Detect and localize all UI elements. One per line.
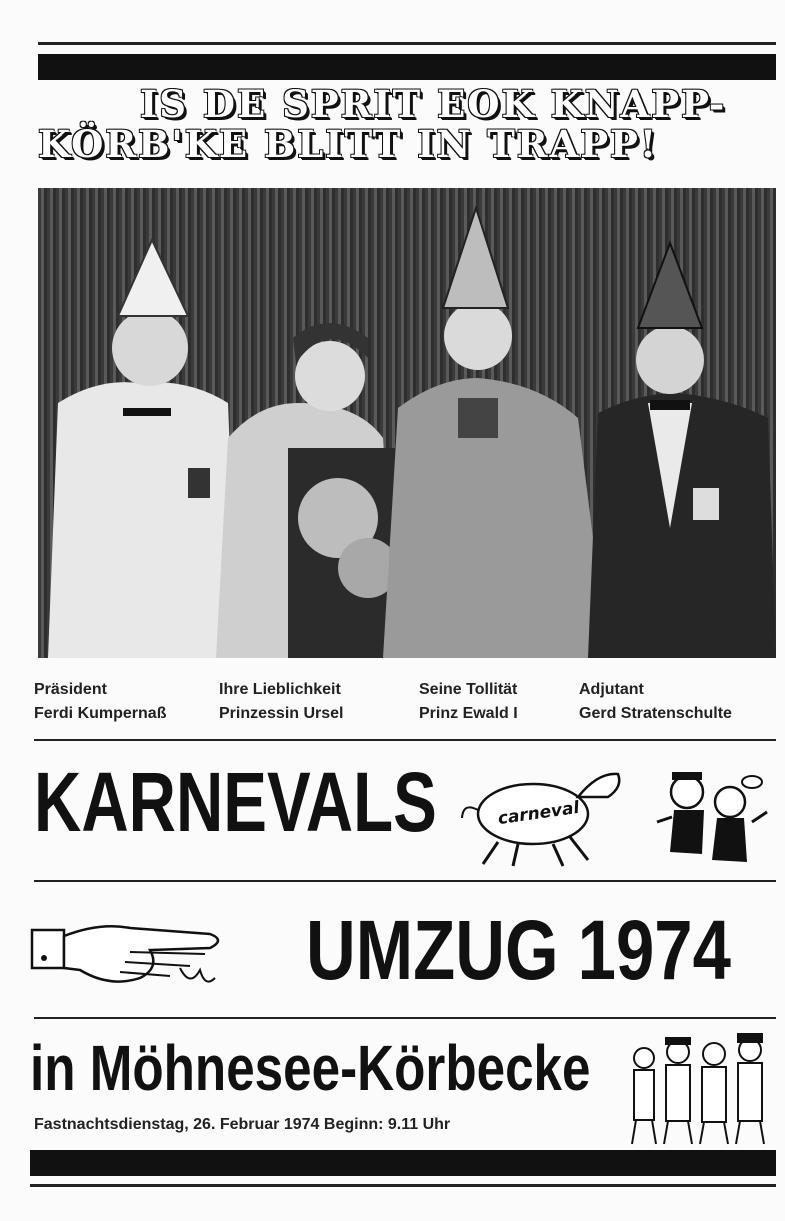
rule-3: [34, 1017, 776, 1019]
caption-princess-role: Ihre Lieblichkeit: [219, 681, 341, 698]
cartoon-group-icon: [626, 1030, 776, 1148]
group-photo-illustration: [38, 188, 776, 658]
caption-princess-name: Prinzessin Ursel: [219, 705, 344, 722]
caption-president-role: Präsident: [34, 681, 107, 698]
event-details: Fastnachtsdienstag, 26. Februar 1974 Beginn: 9.11 Uhr: [34, 1116, 451, 1133]
top-thick-bar: [38, 54, 776, 80]
headline-umzug: UMZUG 1974: [306, 903, 731, 997]
caption-adjutant-name: Gerd Stratenschulte: [579, 705, 732, 722]
caption-adjutant: [579, 678, 732, 726]
top-thin-rule: [38, 42, 776, 45]
carneval-cow-text: carneval: [496, 797, 581, 830]
bottom-thick-bar: [30, 1150, 776, 1176]
pointing-hand-icon: [30, 908, 230, 998]
headline-karnevals: KARNEVALS: [34, 755, 437, 849]
rule-1: [34, 739, 776, 741]
slogan-line-1: IS DE SPRIT EOK KNAPP-: [140, 82, 727, 126]
rule-2: [34, 880, 776, 882]
caption-president: [34, 678, 166, 726]
caption-prince-role: Seine Tollität: [419, 681, 518, 698]
caption-prince-name: Prinz Ewald I: [419, 705, 518, 722]
slogan-line-2: KÖRB'KE BLITT IN TRAPP!: [38, 122, 659, 166]
caption-president-name: Ferdi Kumpernaß: [34, 705, 167, 722]
carneval-cow-icon: [458, 752, 628, 870]
caption-prince: [419, 678, 518, 726]
headline-place: in Möhnesee-Körbecke: [30, 1032, 591, 1104]
caption-adjutant-role: Adjutant: [579, 681, 644, 698]
dancing-figures-icon: [652, 762, 772, 870]
group-photo: [38, 188, 776, 658]
caption-princess: [219, 678, 344, 726]
bottom-thin-rule: [30, 1184, 776, 1187]
